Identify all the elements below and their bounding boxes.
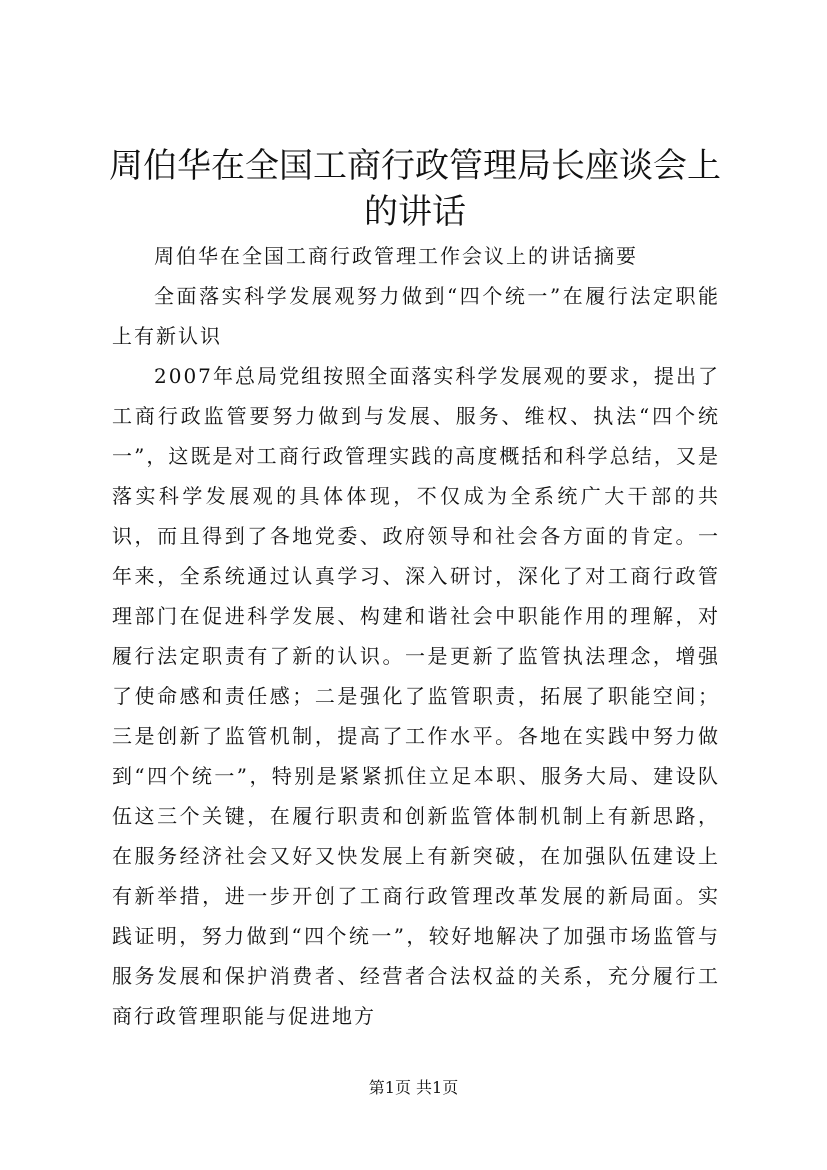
document-body [112, 236, 720, 1036]
paragraph-heading: 全面落实科学发展观努力做到“四个统一”在履行法定职能上有新认识 [112, 284, 720, 348]
paragraph-subtitle: 周伯华在全国工商行政管理工作会议上的讲话摘要 [154, 244, 638, 268]
paragraph-main: 2007年总局党组按照全面落实科学发展观的要求，提出了工商行政监管要努力做到与发展、服务、维权、执法“四个统一”，这既是对工商行政管理实践的高度概括和科学总结，又是落实科学发展观的具体体现，不仅成为全系统广大干部的共识，而且得到了各地党委、政府领导和社会各方面的肯定。一年来，全系统通过认真学习、深入研讨，深化了对工商行政管理部门在促进科学发展、构建和谐社会中职能作用的理解，对履行法定职责有了新的认识。一是更新了监管执法理念，增强了使命感和责任感；二是强化了监管职责，拓展了职能空间；三是创新了监管机制，提高了工作水平。各地在实践中努力做到“四个统一”，特别是紧紧抓住立足本职、服务大局、建设队伍这三个关键，在履行职责和创新监管体制机制上有新思路，在服务经济社会又好又快发展上有新突破，在加强队伍建设上有新举措，进一步开创了工商行政管理改革发展的新局面。实践证明，努力做到“四个统一”，较好地解决了加强市场监管与服务发展和保护消费者、经营者合法权益的关系，充分履行工商行政管理职能与促进地方 [112, 364, 720, 1028]
document-title: 周伯华在全国工商行政管理局长座谈会上的讲话 [109, 146, 721, 232]
page-footer: 第1页 共1页 [368, 1078, 459, 1097]
